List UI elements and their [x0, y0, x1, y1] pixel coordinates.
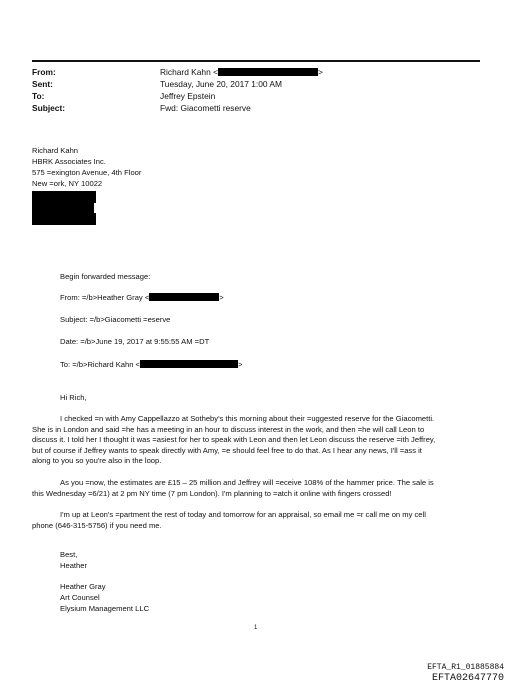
forwarded-date: Date: =/b>June 19, 2017 at 9:55:55 AM =DT — [60, 337, 210, 346]
subject-label: Subject: — [32, 103, 66, 113]
forwarded-intro: Begin forwarded message: — [60, 272, 151, 281]
forwarded-from — [60, 293, 224, 304]
signature-company: Elysium Management LLC — [60, 604, 150, 613]
sent-value: Tuesday, June 20, 2017 1:00 AM — [160, 79, 282, 89]
signature-title: Art Counsel — [60, 593, 100, 602]
paragraph-line: I'm up at Leon's =partment the rest of today and tomorrow for an appraisal, so email me =r call me on my cell — [60, 510, 426, 519]
forwarded-to — [60, 360, 242, 371]
paragraph-1 — [32, 414, 435, 467]
bates-number-1: EFTA_R1_01885884 — [427, 663, 504, 672]
redaction-box — [140, 360, 238, 368]
redaction-box — [149, 293, 219, 301]
forwarded-to-suffix: > — [238, 360, 243, 369]
paragraph-line: As you =now, the estimates are £15 – 25 million and Jeffrey will =eceive 108% of the hammer price. The sale is — [60, 478, 434, 487]
header-rule — [32, 60, 480, 62]
paragraph-line: along to you so you're also in the loop. — [32, 456, 162, 466]
forwarded-subject: Subject: =/b>Giacometti =eserve — [60, 315, 171, 324]
from-label: From: — [32, 67, 56, 77]
sender-company: HBRK Associates Inc. — [32, 157, 106, 166]
from-value — [160, 67, 323, 77]
paragraph-line: phone (646-315-5756) if you need me. — [32, 520, 162, 530]
paragraph-line: this Wednesday =6/21) at 2 pm NY time (7 pm London). I'm planning to =atch it online with fingers crossed! — [32, 488, 392, 498]
sent-label: Sent: — [32, 79, 53, 89]
page-number: 1 — [254, 625, 258, 631]
subject-value: Fwd: Giacometti reserve — [160, 103, 251, 113]
closing-name: Heather — [60, 561, 88, 570]
paragraph-line: I checked =n with Amy Cappellazzo at Sotheby's this morning about their =uggested reserve for the Giacometti. — [60, 414, 435, 423]
paragraph-line: She is in London and said =he has a meeting in an hour to discuss interest in the work, and then =he will call Leon to — [32, 424, 425, 434]
paragraph-2 — [32, 478, 434, 499]
forwarded-from-suffix: > — [219, 293, 224, 302]
greeting: Hi Rich, — [60, 393, 87, 402]
sender-address-line2: New =ork, NY 10022 — [32, 179, 103, 188]
signature-name: Heather Gray — [60, 582, 106, 591]
paragraph-line: discuss it. I told her I thought it was =asiest for her to speak with Leon and then let Leon discuss the reserve =ith Jeffrey, — [32, 435, 436, 445]
redaction-box — [218, 68, 318, 76]
to-label: To: — [32, 91, 45, 101]
forwarded-to-text: To: =/b>Richard Kahn < — [60, 360, 140, 369]
bates-number-2: EFTA02647770 — [431, 673, 504, 684]
closing: Best, — [60, 550, 78, 559]
forwarded-from-text: From: =/b>Heather Gray < — [60, 293, 150, 302]
sender-name: Richard Kahn — [32, 146, 79, 155]
paragraph-line: but of course if Jeffrey wants to speak directly with Amy, =e should feel free to do that. As I hear any news, I'll =ass it — [32, 445, 422, 455]
from-suffix: > — [317, 67, 323, 77]
redaction-box — [32, 213, 96, 225]
paragraph-3 — [32, 510, 426, 531]
to-value: Jeffrey Epstein — [160, 91, 216, 101]
from-name: Richard Kahn < — [160, 67, 218, 77]
sender-address-line1: 575 =exington Avenue, 4th Floor — [32, 168, 142, 177]
